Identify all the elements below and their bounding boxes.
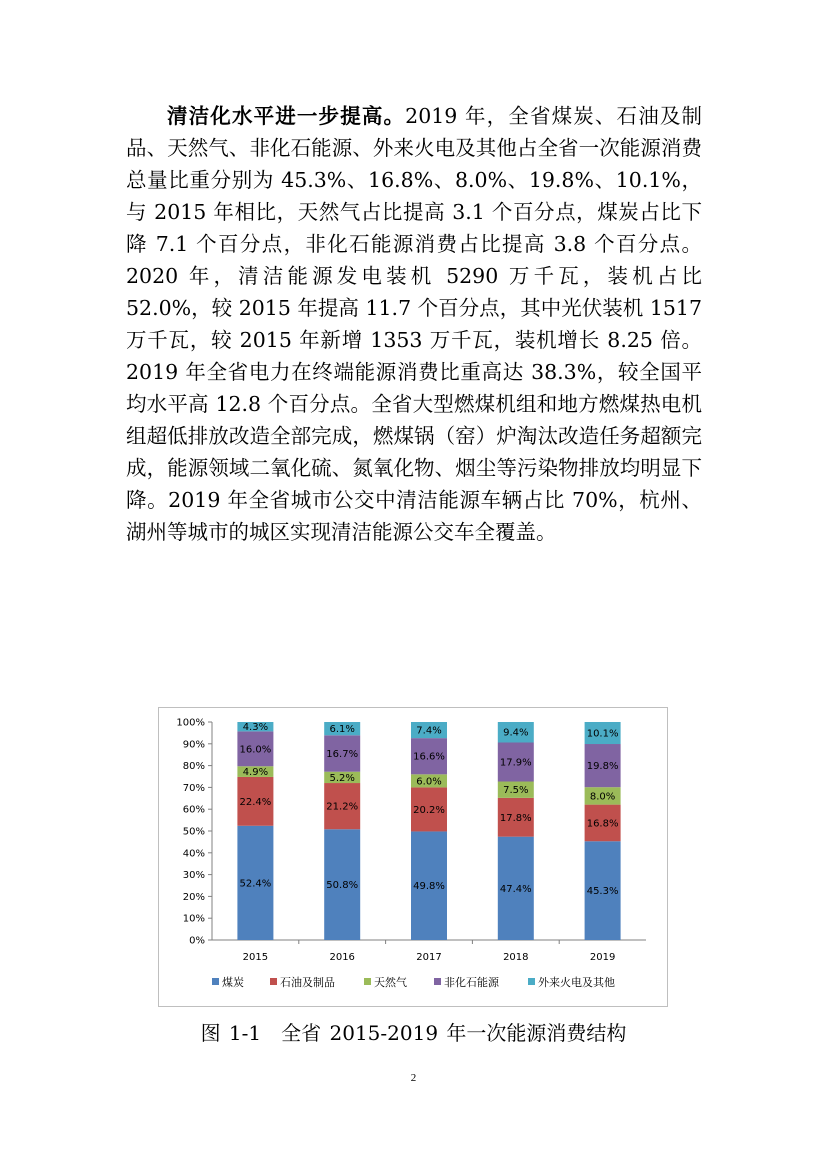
legend-swatch — [212, 978, 219, 985]
page-number: 2 — [410, 1072, 417, 1084]
data-label: 4.3% — [242, 722, 269, 734]
data-label: 22.4% — [239, 796, 272, 808]
legend-swatch — [434, 978, 441, 985]
data-label: 16.7% — [326, 749, 359, 761]
y-tick-label: 60% — [182, 804, 205, 816]
paragraph-body: 2019 年，全省煤炭、石油及制品、天然气、非化石能源、外来火电及其他占全省一次能源消费总量比重分别为 45.3%、16.8%、8.0%、19.8%、10.1%，与 2015 年相比，天然气占比提高 3.1 个百分点，煤炭占比下降 7.1 个百分点，非化石能源消费占比提高 3.8 个百分点。2020 年，清洁能源发电装机 5290 万千瓦，装机占比 52.0%，较 2015 年提高 11.7 个百分点，其中光伏装机 1517 万千瓦，较 2015 年新增 1353 万千瓦，装机增长 8.25 倍。2019 年全省电力在终端能源消费比重高达 38.3%，较全国平均水平高 12.8 个百分点。全省大型燃煤机组和地方燃煤热电机组超低排放改造全部完成，燃煤锅（窑）炉淘汰改造任务超额完成，能源领域二氧化硫、氮氧化物、烟尘等污染物排放均明显下降。2019 年全省城市公交中清洁能源车辆占比 70%，杭州、湖州等城市的城区实现清洁能源公交车全覆盖。 — [126, 104, 702, 544]
y-tick-label: 80% — [182, 761, 205, 773]
x-tick-label: 2018 — [503, 952, 529, 963]
energy-structure-chart — [158, 707, 668, 1007]
data-label: 45.3% — [586, 886, 619, 898]
data-label: 9.4% — [503, 727, 529, 739]
x-tick-label: 2016 — [329, 952, 355, 963]
data-label: 16.8% — [586, 818, 619, 830]
data-label: 7.4% — [416, 725, 442, 737]
y-tick-label: 100% — [176, 717, 205, 729]
y-tick-label: 20% — [182, 891, 205, 903]
y-tick-label: 10% — [182, 913, 205, 925]
data-label: 10.1% — [586, 728, 619, 740]
data-label: 6.0% — [416, 776, 442, 788]
data-label: 7.5% — [503, 785, 529, 797]
data-label: 20.2% — [413, 804, 445, 816]
legend-label: 天然气 — [374, 976, 407, 989]
chart-svg — [159, 708, 667, 1006]
data-label: 50.8% — [326, 880, 359, 892]
y-tick-label: 30% — [182, 870, 205, 882]
data-label: 47.4% — [499, 883, 532, 895]
y-tick-label: 0% — [189, 935, 205, 947]
body-paragraph — [126, 100, 702, 548]
data-label: 17.9% — [499, 757, 532, 769]
data-label: 49.8% — [413, 881, 445, 893]
legend-label: 石油及制品 — [280, 976, 335, 989]
data-label: 8.0% — [589, 791, 616, 803]
legend-label: 外来火电及其他 — [538, 976, 615, 989]
legend-swatch — [364, 978, 371, 985]
y-tick-label: 90% — [182, 739, 205, 751]
legend-label: 煤炭 — [222, 976, 244, 989]
data-label: 17.8% — [499, 812, 532, 824]
legend-label: 非化石能源 — [444, 976, 499, 989]
y-tick-label: 50% — [182, 826, 205, 838]
legend-swatch — [270, 978, 277, 985]
data-label: 6.1% — [329, 724, 355, 736]
data-label: 19.8% — [586, 761, 619, 773]
data-label: 5.2% — [329, 772, 355, 784]
x-tick-label: 2015 — [242, 952, 269, 963]
y-tick-label: 70% — [182, 782, 205, 794]
data-label: 4.9% — [242, 767, 269, 779]
figure-caption: 图 1-1 全省 2015-2019 年一次能源消费结构 — [200, 1021, 627, 1045]
paragraph-lead: 清洁化水平进一步提高。 — [167, 104, 406, 128]
legend-swatch — [528, 978, 535, 985]
data-label: 16.0% — [239, 744, 272, 756]
data-label: 52.4% — [239, 878, 272, 890]
y-tick-label: 40% — [182, 848, 205, 860]
x-tick-label: 2017 — [416, 952, 442, 963]
x-tick-label: 2019 — [589, 952, 616, 963]
data-label: 21.2% — [326, 801, 359, 813]
data-label: 16.6% — [413, 751, 445, 763]
